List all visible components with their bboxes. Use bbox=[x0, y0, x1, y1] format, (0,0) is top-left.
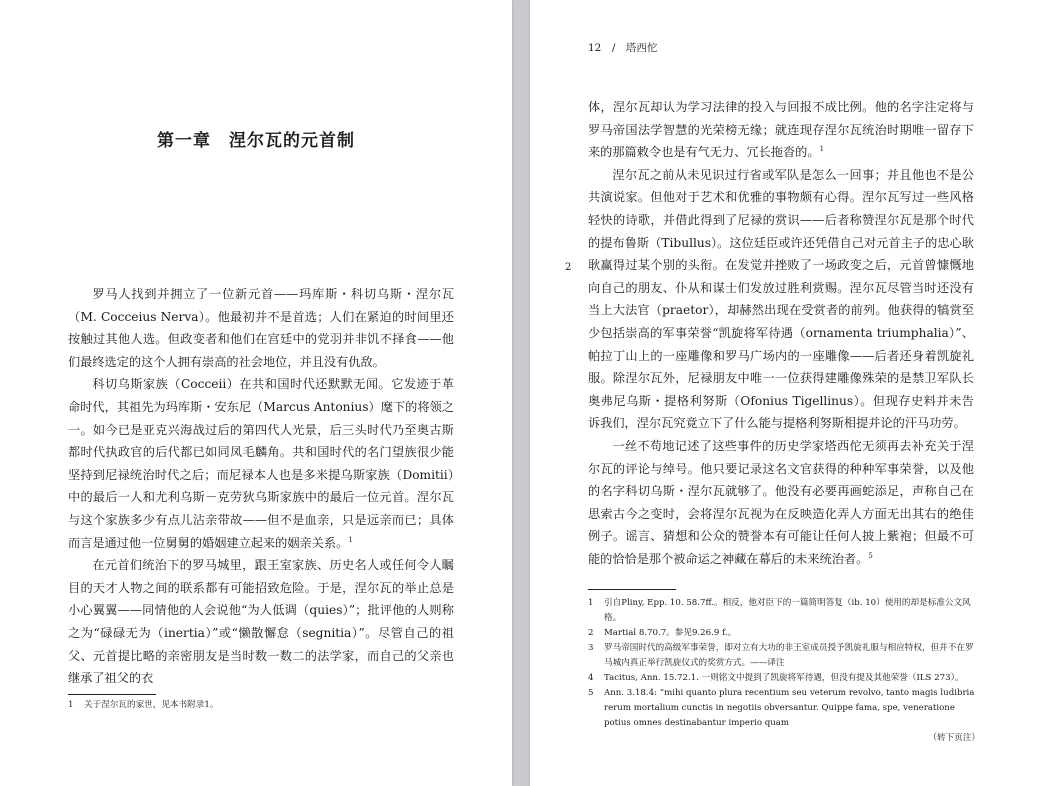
footnote bbox=[588, 626, 980, 641]
paragraph-text: 体，涅尔瓦却认为学习法律的投入与回报不成比例。他的名字注定将与罗马帝国法学智慧的光荣榜无缘；就连现存涅尔瓦统治时期唯一留存下来的那篇敕令也是有气无力、冗长拖沓的。 bbox=[588, 100, 974, 160]
left-paragraph-1 bbox=[68, 283, 454, 373]
right-paragraph-1 bbox=[588, 96, 974, 164]
footnote-text: Martial 8.70.7。参见9.26.9 f.。 bbox=[604, 628, 737, 638]
paragraph-text: 涅尔瓦之前从未见识过行省或军队是怎么一回事；并且他也不是公共演说家。但他对于艺术和优雅的事物颇有心得。涅尔瓦写过一些风格轻快的诗歌，并借此得到了尼禄的赏识——后者称赞涅尔瓦是那个时代的提布鲁斯（Tibullus）。这位廷臣或许还凭借自己对元首主子的忠心耿耿赢得过某个别的头衔。在发觉并挫败了一场政变之后，元首曾慷慨地向自己的朋友、仆从和谋士们发放过胜利赏赐。涅尔瓦尽管当时还没有当上大法官（praetor），却赫然出现在受赏者的前列。他获得的犒赏至少包括崇高的军事荣誉“凯旋将军待遇（ornamenta triumphalia）”、帕拉丁山上的一座雕像和罗马广场内的一座雕像——后者还身着凯旋礼服。除涅尔瓦外，尼禄朋友中唯一一位获得建雕像殊荣的是禁卫军队长奥弗尼乌斯・提格利努斯（Ofonius Tigellinus）。但现存史料并未告诉我们，涅尔瓦究竟立下了什么能与提格利努斯相提并论的汗马功劳。 bbox=[588, 167, 974, 431]
right-body-text bbox=[588, 96, 974, 570]
footnote-divider bbox=[588, 589, 676, 590]
right-paragraph-3 bbox=[588, 435, 974, 571]
paragraph-text: 科切乌斯家族（Cocceii）在共和国时代还默默无闻。它发迹于革命时代，其祖先为玛库斯・安东尼（Marcus Antonius）麾下的将领之一。如今已是亚克兴海战过后的第四代人光景，后三头时代乃至奥古斯都时代执政官的后代都已如同凤毛麟角。共和国时代的名门望族很少能坚持到尼禄统治时代之后；而尼禄本人也是多米提乌斯家族（Domitii）中的最后一人和尤利乌斯－克劳狄乌斯家族中的最后一位元首。涅尔瓦与这个家族多少有点儿沾亲带故——但不是血亲，只是远亲而已；具体而言是通过他一位舅舅的婚姻建立起来的姻亲关系。 bbox=[68, 377, 454, 550]
paragraph-text: 一丝不苟地记述了这些事件的历史学家塔西佗无须再去补充关于涅尔瓦的评论与绰号。他只要记录这名文官获得的种种军事荣誉，以及他的名字科切乌斯・涅尔瓦就够了。他没有必要再画蛇添足，声称自己在思索古今之变时，会将涅尔瓦视为在反映造化弄人方面无出其右的绝佳例子。谣言、猜想和公众的赞誉本有可能让任何人披上紫袍；但最不可能的恰恰是那个被命运之神藏在幕后的未来统治者。 bbox=[588, 438, 974, 566]
right-footnotes bbox=[588, 596, 980, 746]
footnote-continued: （转下页注） bbox=[928, 733, 980, 743]
footnote bbox=[68, 698, 454, 713]
paragraph-text: 罗马人找到并拥立了一位新元首——玛库斯・科切乌斯・涅尔瓦（M. Cocceius Nerva）。他最初并不是首选；人们在紧迫的时间里还按触过其他人选。但政变者和他们在宫廷中的党羽并非饥不择食——他们最终选定的这个人拥有崇高的社会地位，并且没有仇敌。 bbox=[68, 287, 454, 369]
footnote-number: 4 bbox=[588, 673, 594, 683]
left-page bbox=[0, 0, 512, 786]
footnote bbox=[588, 686, 980, 731]
left-body-text bbox=[68, 283, 454, 690]
chapter-title: 第一章 涅尔瓦的元首制 bbox=[157, 131, 355, 151]
footnote-number: 2 bbox=[588, 628, 594, 638]
running-head: 12 / 塔西佗 bbox=[588, 42, 658, 54]
footnote-divider bbox=[68, 694, 156, 695]
footnote-ref[interactable]: 5 bbox=[868, 551, 873, 560]
footnote-text: 罗马帝国时代的高级军事荣誉，即对立有大功的非王室成员授予凯旋礼服与相应特权，但并不在罗马城内真正举行凯旋仪式的奖赏方式。——译注 bbox=[604, 643, 974, 668]
footnote-ref[interactable]: 1 bbox=[819, 145, 825, 154]
footnote-number: 1 bbox=[588, 598, 594, 608]
footnote-number: 1 bbox=[68, 700, 74, 710]
footnote-number: 3 bbox=[588, 643, 594, 653]
right-page bbox=[530, 0, 1042, 786]
right-paragraph-2 bbox=[588, 164, 974, 435]
footnote-text: Ann. 3.18.4: “mihi quanto plura recentium seu veterum revolvo, tanto magis ludibria rerum mortalium cunctis in negotiis obversantur. Quippe fama, spe, veneratione potius omnes destinabantur imperio quam bbox=[604, 688, 975, 728]
footnote-text: 关于涅尔瓦的家世，见本书附录1。 bbox=[84, 700, 219, 710]
footnote-text: 引自Pliny, Epp. 10. 58.7ff.。相反，他对臣下的一篇简明答复（ib. 10）使用的却是标准公文风格。 bbox=[604, 598, 971, 623]
footnote bbox=[588, 596, 980, 626]
left-paragraph-2 bbox=[68, 373, 454, 554]
footnote-number: 5 bbox=[588, 688, 594, 698]
paragraph-text: 在元首们统治下的罗马城里，跟王室家族、历史名人或任何令人瞩目的天才人物之间的联系都有可能招致危险。于是，涅尔瓦的举止总是小心翼翼——同情他的人会说他“为人低调（quies）”；批评他的人则称之为“碌碌无为（inertia）”或“懒散懈怠（segnitia）”。尽管自己的祖父、元首提比略的亲密朋友是当时数一数二的法学家，而自己的父亲也继承了祖父的衣 bbox=[68, 558, 454, 686]
left-paragraph-3 bbox=[68, 554, 454, 690]
footnote bbox=[588, 641, 980, 671]
margin-page-number: 2 bbox=[565, 262, 572, 273]
footnote bbox=[588, 671, 980, 686]
left-footnotes bbox=[68, 698, 454, 713]
footnote-ref[interactable]: 1 bbox=[348, 535, 353, 544]
footnote-text: Tacitus, Ann. 15.72.1. 一则铭文中提到了凯旋将军待遇，但没有提及其他荣誉（ILS 273）。 bbox=[604, 673, 964, 683]
